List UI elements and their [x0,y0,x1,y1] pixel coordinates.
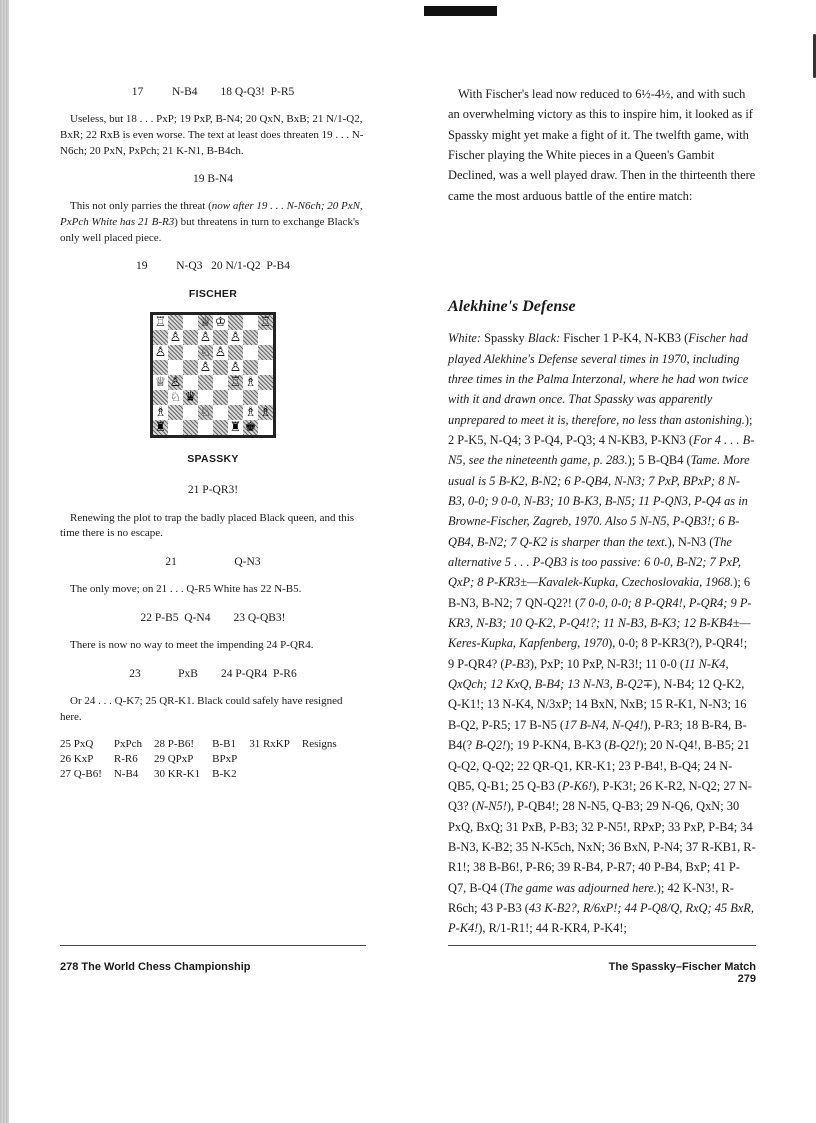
game-moves-text: ), P-R3; 18 B-R4, B-B4(? [448,717,747,753]
board-square [213,375,228,390]
scan-registration-mark [424,6,497,16]
board-square [228,405,243,420]
game-moves-text: ); 19 P-KN4, B-K3 ( [506,738,609,753]
section-title: Alekhine's Defense [448,298,576,316]
annotation-renewing: Renewing the plot to trap the badly placed Black queen, and this time there is no escape. [60,511,355,540]
score-cell: 30 KR-K1 [153,768,201,781]
annotation-or-24: Or 24 . . . Q-K7; 25 QR-K1. Black could safely have resigned here. [60,695,343,723]
board-square [228,390,243,405]
board-square: ♖ [229,374,242,390]
score-cell: B-B1 [212,738,236,751]
score-row [60,752,349,767]
score-cell [302,767,349,782]
score-cell [249,752,302,767]
board-square [168,345,183,360]
game-annotation-italic: P-B3 [504,656,530,671]
score-cell: Resigns [301,738,337,751]
board-square [168,420,183,435]
diagram-label-white: SPASSKY [187,452,239,465]
game-annotation-italic: The game was adjourned here. [504,880,657,895]
board-square [183,405,198,420]
footer-rule-left [60,945,366,946]
board-square: ♘ [199,344,212,360]
board-square [183,360,198,375]
annotation-parries [60,199,366,246]
left-column [60,84,366,782]
move-line-23: 23 PxB 24 P-QR4 P-R6 [129,667,297,680]
board-square: ♕ [199,314,212,330]
game-moves-text: ); 6 B-N3, B-N2; 7 QN-Q2?! ( [448,575,751,610]
score-cell: 25 PxQ [60,738,94,751]
intro-paragraph: With Fischer's lead now reduced to 6½-4½, and with such an overwhelming victory as this to inspire him, it looked as if Spassky might yet make a fight of it. The twelfth game, with Fischer playing the White pieces in a Queen's Gambit Declined, was a well played draw. Then in the thirteenth there came the most arduous battle of the entire match: [448,87,756,203]
board-square [183,330,198,345]
board-square: ♖ [154,314,167,330]
board-square [153,390,168,405]
board-square [258,330,273,345]
board-square: ♙ [214,344,227,360]
board-square: ♘ [169,389,182,405]
chess-diagram [150,312,276,438]
board-square [183,375,198,390]
final-moves-table [60,737,349,782]
move-line-22: 22 P-B5 Q-N4 23 Q-QB3! [140,611,286,624]
game-annotation-italic: For 4 . . . B-N5, see the nineteenth game, p. 283. [448,433,755,468]
game-moves-text: Spassky [481,331,528,346]
game-annotation-italic: 43 K-B2?, R/6xP!; 44 P-Q8/Q, RxQ; 45 BxR, P-K4! [448,900,754,936]
game-annotation-italic: 11 N-K4, QxQch; 12 KxQ, B-B4; 13 N-N3, B-Q2∓ [448,656,729,692]
move-line-17: 17 N-B4 18 Q-Q3! P-R5 [131,86,295,98]
score-cell [302,752,349,767]
annotation-parries-italic: now after 19 . . . N-N6ch; 20 PxN, PxPch White has 21 B-R3 [60,200,363,229]
board-square [228,315,243,330]
board-square [213,420,228,435]
board-square [258,345,273,360]
game-moves-text: ), P-QB4!; 28 N-N5, Q-B3; 29 N-Q6, QxN; 30 PxQ, BxQ; 31 PxB, P-B3; 32 P-N5!, RPxP; 33 PxP, P-B4; 34 B-N3, K-B2; 35 N-K5ch, NxN; 36 BxN, P-N4; 37 R-KB1, R-R1!; 38 B-B6!, P-R6; 39 R-B4, P-R7; 40 P-B4, BxP; 41 P-Q7, B-Q4 ( [448,799,756,895]
score-cell: 29 QPxP [153,753,194,766]
score-row [60,737,349,752]
game-annotation-italic: The alternative 5 . . . P-QB3 is too passive: 6 0-0, B-N2; 7 PxP, QxP; 8 P-KR3±—Kavalek-Kupka, Czechoslovakia, 1968. [448,534,741,590]
game-moves-text: ), PxP; 10 PxP, N-R3!; 11 0-0 ( [529,656,685,671]
game-moves-text: ); 2 P-K5, N-Q4; 3 P-Q4, P-Q3; 4 N-KB3, P-KN3 ( [448,412,753,448]
move-line-19-bn4: 19 B-N4 [193,173,233,186]
game-moves-text: ), 0-0; 8 P-KR3(?), P-QR4!; 9 P-QR4? ( [448,636,748,671]
annotation-useless: Useless, but 18 . . . PxP; 19 PxP, B-N4; 20 QxN, BxB; 21 N/1-Q2, BxR; 22 RxB is even worse. The text at least does threaten 19 . . . N-N6ch; 20 PxN, PxPch; 21 K-N1, B-B4ch. [60,113,364,157]
annotation-parries-pre: This not only parries the threat ( [70,200,212,213]
footer-rule-right [448,945,756,946]
score-row [60,767,349,782]
score-cell: PxPch [113,738,142,751]
board-square [243,360,258,375]
board-square [153,360,168,375]
board-square: ♜ [229,419,242,435]
right-column [448,84,756,939]
board-square [258,360,273,375]
board-square [183,345,198,360]
board-square [213,360,228,375]
move-line-21-pqr3: 21 P-QR3! [187,484,239,497]
game-moves-text: ), N-B4; 12 Q-K2, Q-K1!; 13 N-K4, N/3xP; 14 BxN, NxB; 15 R-K1, N-N3; 16 B-Q2, P-R5; 17 B-N5 ( [448,677,747,732]
board-square [243,390,258,405]
board-square: ♖ [259,314,272,330]
annotation-only-move: The only move; on 21 . . . Q-R5 White has 22 N-B5. [70,583,302,596]
board-square: ♙ [199,329,212,345]
board-square [228,345,243,360]
board-square: ♘ [199,404,212,420]
board-square [243,330,258,345]
board-square: ♗ [244,374,257,390]
diagram-label-black: FISCHER [188,287,238,300]
board-square [213,405,228,420]
score-cell: N-B4 [113,768,139,781]
board-square [168,315,183,330]
board-square: ♗ [154,404,167,420]
annotation-parries-post: ) but threatens in turn to exchange Black's only well placed piece. [60,216,360,244]
annotation-no-way: There is now no way to meet the impending 24 P-QR4. [70,639,314,652]
game-moves-text: ), N-N3 ( [667,534,714,549]
score-cell: R-R6 [113,753,138,766]
game-score-paragraph [448,328,756,938]
move-line-21-qn3: 21 Q-N3 [165,556,261,568]
game-moves-text: ), R/1-R1!; 44 R-KR4, P-K4!; [478,921,627,936]
board-square [213,390,228,405]
game-moves-text: ); 42 K-N3!, R-R6ch; 43 P-B3 ( [448,880,734,915]
board-square [198,375,213,390]
game-annotation-italic: White: [448,331,482,346]
game-moves-text: Fischer 1 P-K4, N-KB3 ( [560,331,689,346]
score-cell: 27 Q-B6! [60,768,102,781]
scan-binding-edge [0,0,9,1123]
board-square: ♗ [259,404,272,420]
board-square [243,315,258,330]
score-cell: 28 P-B6! [153,738,195,751]
board-square: ♙ [229,329,242,345]
board-square [258,375,273,390]
footer-left-folio: 278 The World Chess Championship [60,961,251,973]
board-square [198,390,213,405]
game-annotation-italic: Fischer had played Alekhine's Defense several times in 1970, including three times in the Palma Interzonal, where he had won twice with it and drawn once. That Spassky was apparently unprepared to meet it is, therefore, no less than astonishing. [448,331,749,427]
game-annotation-italic: 7 0-0, 0-0; 8 P-QR4!, P-QR4; 9 P-KR3, N-B3; 10 Q-K2, P-Q4!?; 11 N-B3, B-K3; 12 B-KB4±—Keres-Kupka, Kapfenberg, 1970 [448,595,752,651]
board-square [258,390,273,405]
game-annotation-italic: Tame. More usual is 5 B-K2, B-N2; 6 P-QB4, N-N3; 7 PxP, BPxP; 8 N-B3, 0-0; 9 0-0, N-B3; 10 B-K3, B-N5; 11 P-QN3, P-Q4 as in Browne-Fischer, Zagreb, 1970. Also 5 N-N5, P-QB3!; 6 B-QB4, B-N2; 7 Q-K2 is sharper than the text. [448,453,750,549]
game-moves-text: ); 20 N-Q4!, B-B5; 21 Q-Q2, Q-Q2; 22 QR-Q1, KR-K1; 23 P-B4!, B-Q4; 24 N-QB5, Q-B1; 25 Q-B3 ( [448,738,750,793]
board-square [168,405,183,420]
board-square [213,330,228,345]
board-square: ♛ [184,389,197,405]
game-annotation-italic: Black: [527,331,561,346]
score-cell: BPxP [212,753,238,766]
game-moves-text: ), P-K3!; 26 K-R2, N-Q2; 27 N-Q3? ( [448,778,752,814]
board-square: ♙ [169,374,182,390]
board-square [183,420,198,435]
move-line-19: 19 N-Q3 20 N/1-Q2 P-B4 [136,260,290,273]
board-square [183,315,198,330]
board-square [198,420,213,435]
score-cell [249,767,302,782]
board-square: ♙ [154,344,167,360]
game-annotation-italic: P-K6! [561,778,593,793]
board-square: ♚ [244,419,257,435]
board-square: ♙ [199,359,212,375]
board-square [243,345,258,360]
board-square [258,420,273,435]
score-cell: 31 RxKP [249,738,290,751]
score-cell: B-K2 [212,768,237,781]
game-annotation-italic: 17 B-N4, N-Q4! [564,717,644,732]
score-cell: 26 KxP [60,753,94,766]
board-square: ♗ [244,404,257,420]
board-square: ♙ [229,359,242,375]
game-annotation-italic: B-Q2! [475,738,507,753]
game-annotation-italic: N-N5! [475,799,507,814]
game-annotation-italic: B-Q2! [608,738,640,753]
board-square: ♕ [154,374,167,390]
board-square: ♜ [154,419,167,435]
game-moves-text: ); 5 B-QB4 ( [627,453,691,468]
footer-right-folio: The Spassky–Fischer Match 279 [608,961,756,985]
board-square [153,330,168,345]
board-square: ♔ [214,314,227,330]
board-square: ♙ [169,329,182,345]
board-square [168,360,183,375]
